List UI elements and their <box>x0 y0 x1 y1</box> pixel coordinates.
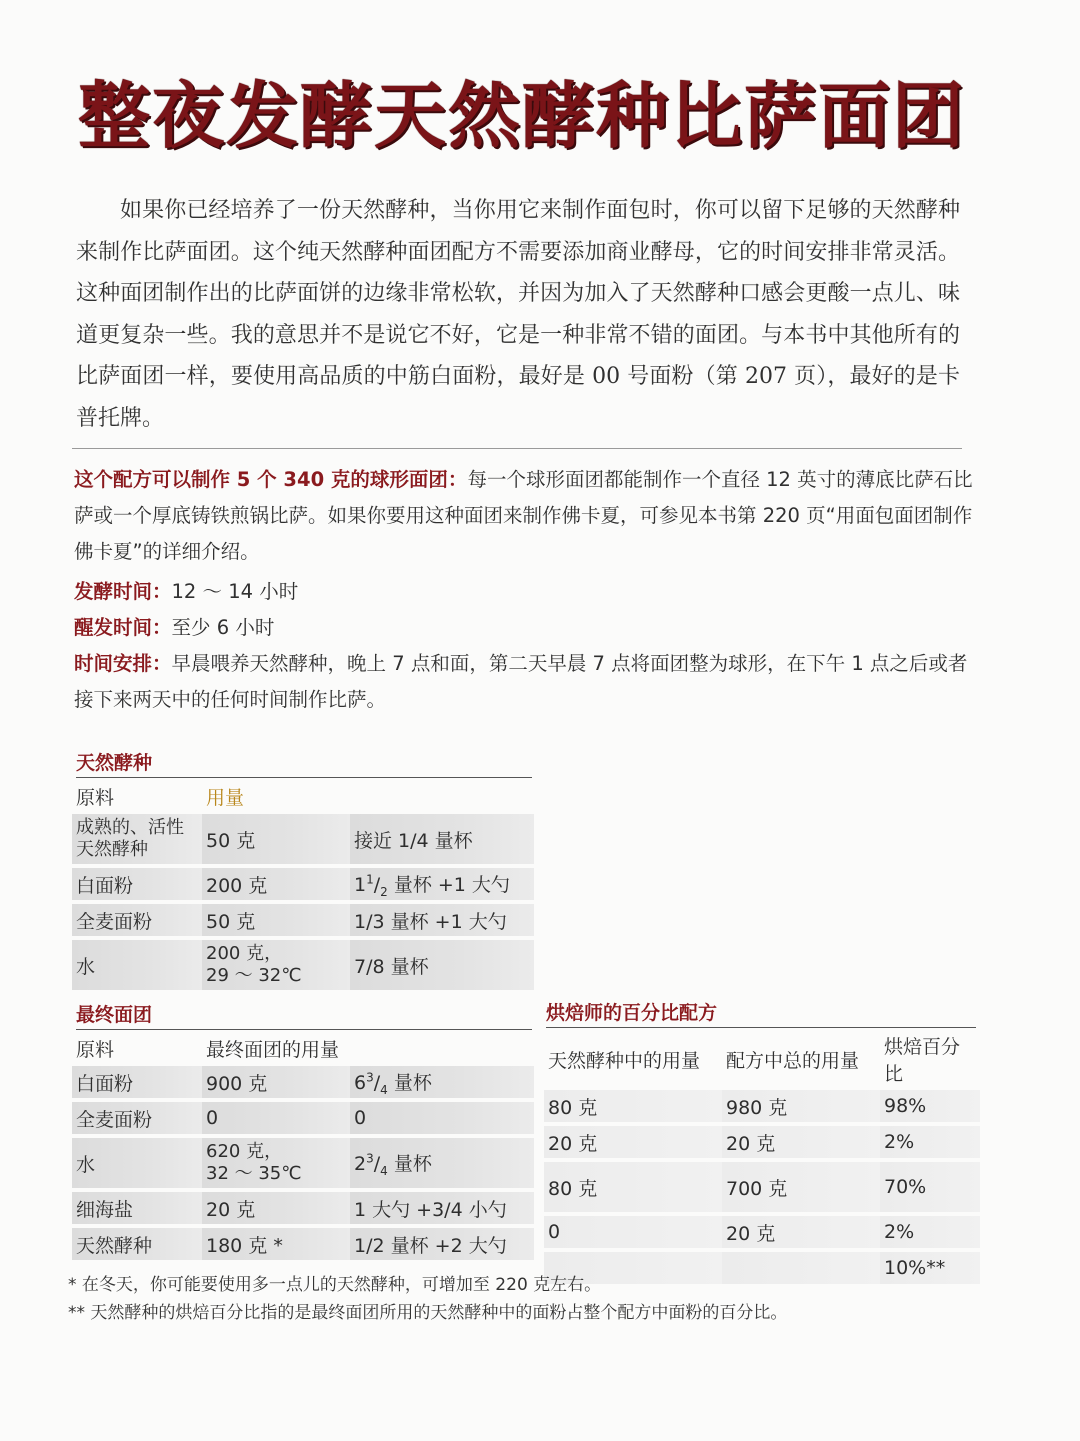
col-amount: 最终面团的用量 <box>206 1038 340 1061</box>
ingredient-volume: $1^1/_2$ 量杯 +1 大勺 <box>350 868 534 900</box>
total-amount: 20 克 <box>722 1126 880 1158</box>
footnote-percentage: ** 天然酵种的烘焙百分比指的是最终面团所用的天然酵种中的面粉占整个配方中面粉的百分比。 <box>68 1303 788 1323</box>
ingredient-volume: $6^3/_4$ 量杯 <box>350 1066 534 1098</box>
table-row <box>544 1252 980 1284</box>
col-levain-amount: 天然酵种中的用量 <box>548 1049 701 1072</box>
total-amount: 700 克 <box>722 1162 880 1212</box>
ingredient-volume: 1 大勺 +3/4 小勺 <box>350 1192 534 1224</box>
ingredient-grams: 20 克 <box>202 1192 350 1224</box>
intro-paragraph: 如果你已经培养了一份天然酵种，当你用它来制作面包时，你可以留下足够的天然酵种来制作比萨面团。这个纯天然酵种面团配方不需要添加商业酵母，它的时间安排非常灵活。这种面团制作出的比萨面饼的边缘非常松软，并因为加入了天然酵种口感会更酸一点儿、味道更复杂一些。我的意思并不是说它不好，它是一种非常不错的面团。与本书中其他所有的比萨面团一样，要使用高品质的中筋白面粉，最好是 00 号面粉（第 207 页），最好的是卡普托牌。 <box>76 198 960 431</box>
yield-text: 每一个球形面团都能制作一个直径 12 英寸的薄底比萨石比萨或一个厚底铸铁煎锅比萨。如果你要用这种面团来制作佛卡夏，可参见本书第 220 页“用面包面团制作佛卡夏”的详细介绍。 <box>74 468 973 563</box>
ingredient-name: 白面粉 <box>72 868 202 900</box>
ingredient-volume: 7/8 量杯 <box>350 940 534 990</box>
section-divider <box>72 448 962 449</box>
ingredient-name: 天然酵种 <box>72 1228 202 1260</box>
table-header-row <box>72 782 534 810</box>
levain-amount: 0 <box>544 1216 722 1248</box>
ingredient-grams: 620 克， 32 ～ 35℃ <box>202 1138 350 1188</box>
ingredient-name: 成熟的、活性天然酵种 <box>72 814 202 864</box>
col-amount: 用量 <box>206 786 245 809</box>
ingredient-name: 全麦面粉 <box>72 1102 202 1134</box>
table-row <box>544 1126 980 1158</box>
ingredient-grams: 200 克， 29 ～ 32℃ <box>202 940 350 990</box>
baker-pct: 70% <box>880 1162 980 1212</box>
levain-table <box>72 778 534 994</box>
baker-pct: 98% <box>880 1090 980 1122</box>
levain-amount: 80 克 <box>544 1090 722 1122</box>
table-row <box>544 1216 980 1248</box>
col-total-amount: 配方中总的用量 <box>726 1049 860 1072</box>
page-title: 整夜发酵天然酵种比萨面团 <box>78 74 967 158</box>
baker-pct: 2% <box>880 1216 980 1248</box>
proof-label: 醒发时间： <box>74 616 172 639</box>
ingredient-name: 全麦面粉 <box>72 904 202 936</box>
baker-pct: 10%** <box>880 1252 980 1284</box>
baker-pct: 2% <box>880 1126 980 1158</box>
ingredient-volume: 0 <box>350 1102 534 1134</box>
table-row <box>72 1138 534 1188</box>
ingredient-volume: 1/2 量杯 +2 大勺 <box>350 1228 534 1260</box>
yield-info <box>74 462 974 570</box>
table-header-row <box>72 1034 534 1062</box>
footnote-winter: * 在冬天，你可能要使用多一点儿的天然酵种，可增加至 220 克左右。 <box>68 1275 602 1295</box>
ingredient-grams: 0 <box>202 1102 350 1134</box>
table-row <box>72 1066 534 1098</box>
table-header-row <box>544 1032 980 1086</box>
levain-heading: 天然酵种 <box>76 748 532 778</box>
col-ingredient: 原料 <box>76 1038 115 1061</box>
ingredient-name: 水 <box>72 940 202 990</box>
ingredient-name: 水 <box>72 1138 202 1188</box>
table-row <box>72 868 534 900</box>
ingredient-volume: $2^3/_4$ 量杯 <box>350 1138 534 1188</box>
baker-table <box>544 1028 980 1288</box>
ferment-text: 12 ～ 14 小时 <box>171 580 299 603</box>
total-amount: 980 克 <box>722 1090 880 1122</box>
table-row <box>72 1228 534 1260</box>
table-row <box>72 904 534 936</box>
final-heading: 最终面团 <box>76 1000 532 1030</box>
table-row <box>72 1192 534 1224</box>
total-amount: 20 克 <box>722 1216 880 1248</box>
schedule-text: 早晨喂养天然酵种，晚上 7 点和面，第二天早晨 7 点将面团整为球形，在下午 1 点之后或者接下来两天中的任何时间制作比萨。 <box>74 652 968 711</box>
yield-label: 这个配方可以制作 5 个 340 克的球形面团： <box>74 468 468 491</box>
ingredient-name: 细海盐 <box>72 1192 202 1224</box>
ingredient-grams: 50 克 <box>202 814 350 864</box>
ingredient-name: 白面粉 <box>72 1066 202 1098</box>
col-baker-pct: 烘焙百分比 <box>884 1036 961 1085</box>
schedule-info <box>74 646 974 718</box>
baker-heading: 烘焙师的百分比配方 <box>546 998 976 1028</box>
ferment-label: 发酵时间： <box>74 580 172 603</box>
ingredient-grams: 200 克 <box>202 868 350 900</box>
ingredient-grams: 50 克 <box>202 904 350 936</box>
ferment-info <box>74 574 974 610</box>
table-row <box>72 940 534 990</box>
levain-amount: 80 克 <box>544 1162 722 1212</box>
ingredient-grams: 180 克 * <box>202 1228 350 1260</box>
proof-text: 至少 6 小时 <box>171 616 275 639</box>
ingredient-volume: 1/3 量杯 +1 大勺 <box>350 904 534 936</box>
final-table <box>72 1030 534 1264</box>
levain-amount: 20 克 <box>544 1126 722 1158</box>
table-row <box>544 1090 980 1122</box>
col-ingredient: 原料 <box>76 786 115 809</box>
table-row <box>72 814 534 864</box>
proof-info <box>74 610 974 646</box>
schedule-label: 时间安排： <box>74 652 172 675</box>
ingredient-volume: 接近 1/4 量杯 <box>350 814 534 864</box>
table-row <box>72 1102 534 1134</box>
table-row <box>544 1162 980 1212</box>
total-amount <box>722 1252 880 1284</box>
ingredient-grams: 900 克 <box>202 1066 350 1098</box>
